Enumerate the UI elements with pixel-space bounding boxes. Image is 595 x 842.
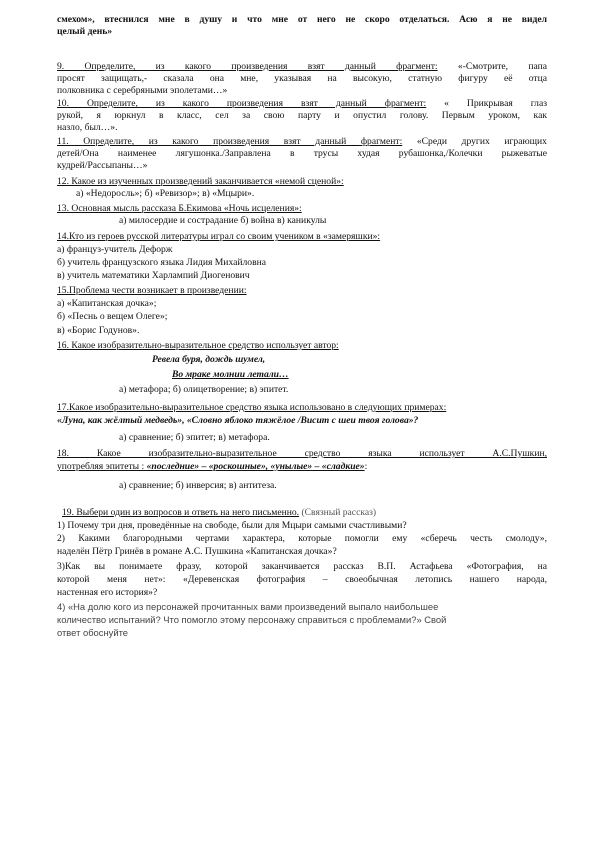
question-18-line-2-colon: : xyxy=(364,461,368,472)
question-18-line-2 xyxy=(57,461,547,472)
question-14-option-a: а) француз-учитель Дефорж xyxy=(57,244,173,255)
q8-tail-line-2: целый день» xyxy=(57,26,113,37)
question-19-option-3-line-1: 3)Как вы понимаете фразу, которой заканчивается рассказ В.П. Астафьева «Фотография, на xyxy=(57,561,547,572)
question-15-option-b: б) «Песнь о вещем Олеге»; xyxy=(57,311,168,322)
question-14-option-b: б) учитель французского языка Лидия Михайловна xyxy=(57,257,267,268)
question-19-option-4-line-3: ответ обоснуйте xyxy=(57,627,128,638)
question-13-options: а) милосердие и сострадание б) война в) каникулы xyxy=(119,215,327,226)
question-19-option-3-line-3: настенная его история»? xyxy=(57,587,158,598)
question-15-text: 15.Проблема чести возникает в произведении: xyxy=(57,285,247,296)
question-19-option-4-line-1: 4) «На долю кого из персонажей прочитанных вами произведений выпало наибольшее xyxy=(57,601,439,612)
question-16-quote-line-2: Во мраке молнии летали… xyxy=(172,369,289,380)
question-10-line-3: назло, был…». xyxy=(57,122,118,133)
question-13-text: 13. Основная мысль рассказа Б.Екимова «Ночь исцеления»: xyxy=(57,203,302,214)
question-16-quote-line-1: Ревела буря, дождь шумел, xyxy=(152,354,266,365)
question-16-options: а) метафора; б) олицетворение; в) эпитет. xyxy=(119,384,289,395)
question-17-quote: «Луна, как жёлтый медведь», «Словно яблоко тяжёлое /Висит с шеи твоя голова»? xyxy=(57,415,419,426)
question-16-text: 16. Какое изобразительно-выразительное средство использует автор: xyxy=(57,340,339,351)
question-18-line-2-intro: употребляя эпитеты : xyxy=(57,461,147,472)
question-10-label: 10. Определите, из какого произведения взят данный фрагмент: xyxy=(57,98,427,109)
question-19-heading xyxy=(62,507,552,518)
question-14-text: 14.Кто из героев русской литературы играл со своим учеником в «замеряшки»: xyxy=(57,231,381,242)
question-10-line-1 xyxy=(57,98,547,109)
question-19-note: (Связный рассказ) xyxy=(299,507,377,518)
question-19-option-2-line-1: 2) Какими благородными чертами характера, которые помогли ему «сберечь честь смолоду», xyxy=(57,533,547,544)
question-15-option-a: а) «Капитанская дочка»; xyxy=(57,298,157,309)
question-19-label: 19. Выбери один из вопросов и ответь на него письменно. xyxy=(62,507,300,518)
question-19-option-1: 1) Почему три дня, проведённые на свободе, были для Мцыри самыми счастливыми? xyxy=(57,520,407,531)
question-9-quote-start: «-Смотрите, папа xyxy=(437,61,547,72)
question-9-label: 9. Определите, из какого произведения взят данный фрагмент: xyxy=(57,61,438,72)
question-9-line-1 xyxy=(57,61,547,72)
question-11-line-1 xyxy=(57,136,547,147)
question-19-option-3-line-2: которой меня нет»: «Деревенская фотография – своеобычная летопись нашего народа, xyxy=(57,574,547,585)
question-15-option-c: в) «Борис Годунов». xyxy=(57,325,140,336)
question-18-line-1: 18. Какое изобразительно-выразительное средство языка использует А.С.Пушкин, xyxy=(57,448,547,459)
question-10-line-2: рукой, я юркнул в класс, сел за свою парту и опустил голову. Первым уроком, как xyxy=(57,110,547,121)
question-19-option-4-line-2: количество испытаний? Что помогло этому персонажу справиться с проблемами?» Свой xyxy=(57,614,447,625)
question-10-quote-start: « Прикрывая глаз xyxy=(426,98,547,109)
question-17-options: а) сравнение; б) эпитет; в) метафора. xyxy=(119,432,270,443)
question-18-epithets: «последние» – «роскошные», «унылые» – «сладкие» xyxy=(146,461,365,472)
q8-tail-line-1: смехом», втеснился мне в душу и что мне от него не скоро отделаться. Асю я не видел xyxy=(57,14,547,25)
question-11-quote-start: «Среди других играющих xyxy=(402,136,547,147)
question-11-label: 11. Определите, из какого произведения взят данный фрагмент: xyxy=(57,136,403,147)
question-12-text: 12. Какое из изученных произведений заканчивается «немой сценой»: xyxy=(57,176,344,187)
question-9-line-3: полковника с серебряными эполетами…» xyxy=(57,85,228,96)
question-18-options: а) сравнение; б) инверсия; в) антитеза. xyxy=(119,480,277,491)
question-11-line-2: детей/Она наименее лягушонка./Заправлена в трусы худая рубашонка,/Колечки рыжеватые xyxy=(57,148,547,159)
question-17-text: 17.Какое изобразительно-выразительное средство языка использовано в следующих примерах: xyxy=(57,402,447,413)
question-12-options: а) «Недоросль»; б) «Ревизор»; в) «Мцыри». xyxy=(76,188,255,199)
question-19-option-2-line-2: наделён Пётр Гринёв в романе А.С. Пушкина «Капитанская дочка»? xyxy=(57,546,337,557)
question-11-line-3: кудрей/Рассыпаны…» xyxy=(57,160,148,171)
question-9-line-2: просят защищать,- сказала она мне, указывая на высокую, статную фигуру её отца xyxy=(57,73,547,84)
question-14-option-c: в) учитель математики Харлампий Диогенович xyxy=(57,270,250,281)
